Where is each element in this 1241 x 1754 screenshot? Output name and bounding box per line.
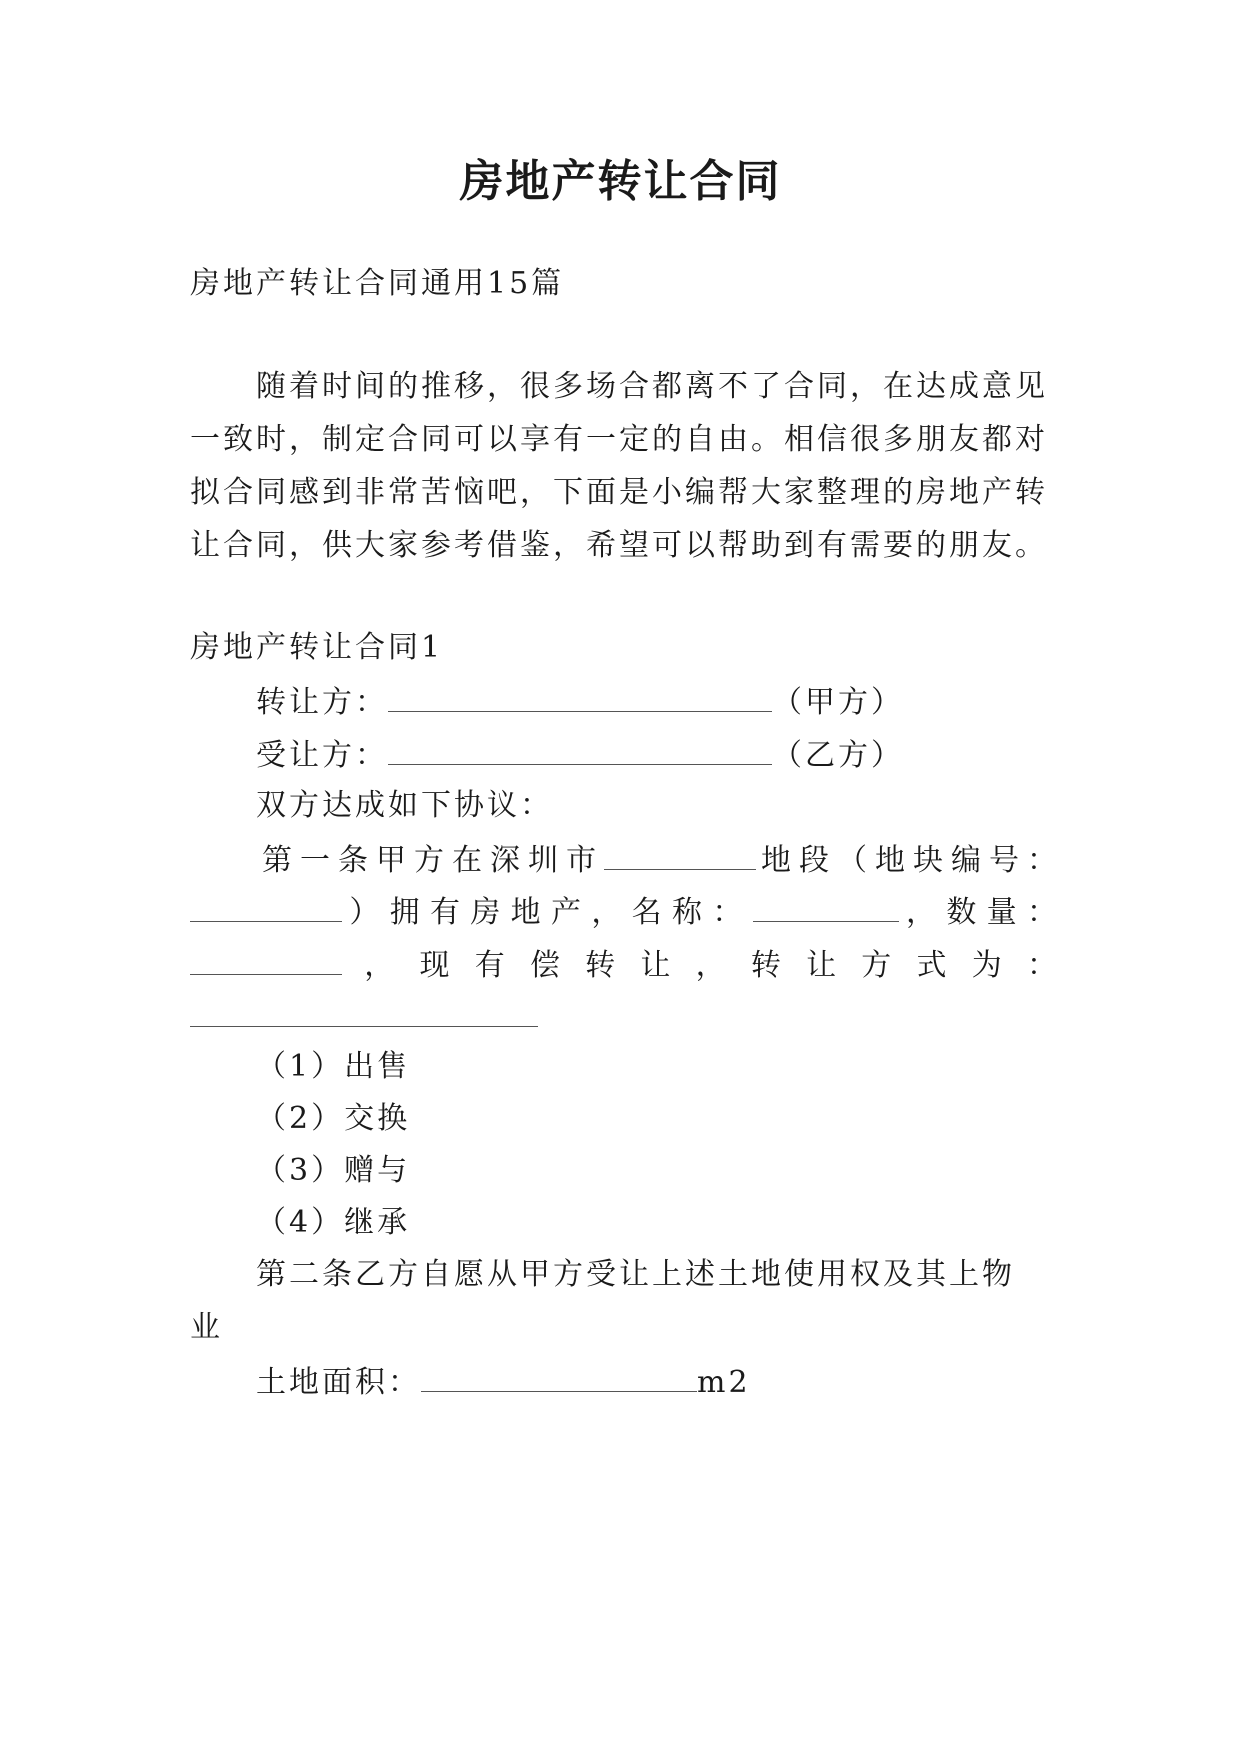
quantity-blank [190,944,342,975]
transferor-label: 转让方： [256,685,388,720]
transfer-method-blank [190,996,538,1027]
district-blank [604,839,756,870]
intro-line-2: 一致时，制定合同可以享有一定的自由。相信很多朋友都对 [190,422,1048,457]
option-3: （3）赠与 [256,1153,411,1188]
transferee-role: （乙方） [772,738,904,773]
land-area-unit: m2 [697,1365,751,1400]
document-title: 房地产转让合同 [459,156,782,207]
article1-part3: ）拥有房地产，名称： [342,895,753,930]
article2-line-2: 业 [190,1310,223,1345]
property-name-blank [753,891,899,922]
land-area-label: 土地面积： [256,1365,421,1400]
plot-number-blank [190,891,342,922]
transferor-line [256,681,1060,723]
transferee-blank [388,734,772,765]
transferee-line [256,734,1060,776]
option-2: （2）交换 [256,1101,411,1136]
land-area-blank [421,1361,697,1392]
transferee-label: 受让方： [256,738,388,773]
article1-line-1 [262,839,1060,881]
transferor-role: （甲方） [772,685,904,720]
article1-part5: ，现有偿转让，转让方式为： [342,948,1060,983]
intro-line-4: 让合同，供大家参考借鉴，希望可以帮助到有需要的朋友。 [190,528,1048,563]
land-area-line [256,1361,1060,1403]
transferor-blank [388,681,772,712]
article1-part2: 地段（地块编号： [756,843,1060,878]
intro-line-3: 拟合同感到非常苦恼吧，下面是小编帮大家整理的房地产转 [190,475,1048,510]
article1-part4: ，数量： [898,895,1061,930]
article1-line-2 [190,891,1060,933]
article1-part1: 第一条甲方在深圳市 [262,843,604,878]
article2-line-1: 第二条乙方自愿从甲方受让上述土地使用权及其上物 [256,1257,1015,1292]
agreement-line: 双方达成如下协议： [256,788,553,823]
section-heading: 房地产转让合同1 [190,630,444,665]
document-subtitle: 房地产转让合同通用15篇 [190,266,565,301]
option-4: （4）继承 [256,1205,411,1240]
intro-line-1: 随着时间的推移，很多场合都离不了合同，在达成意见 [256,369,1048,404]
article1-line-3 [190,944,1060,986]
option-1: （1）出售 [256,1049,411,1084]
article1-line-4 [190,996,1060,1038]
